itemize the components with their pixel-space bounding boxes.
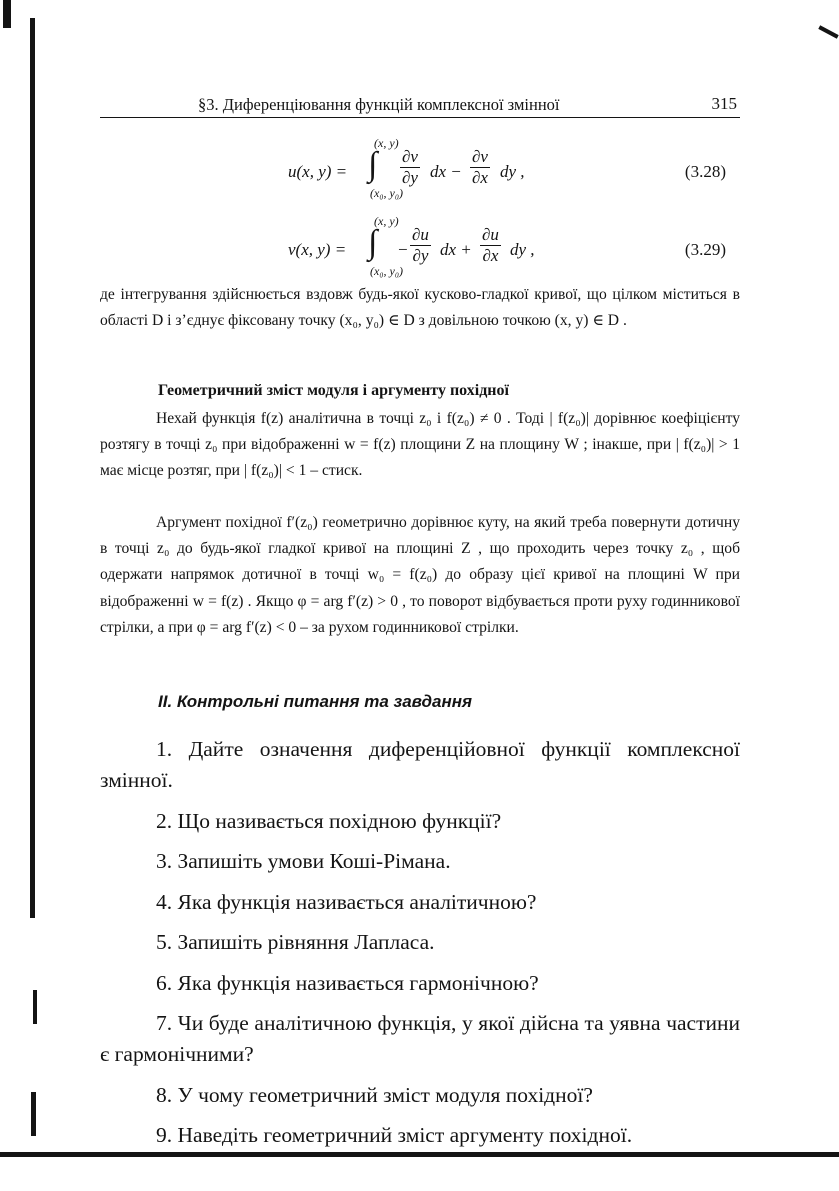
list-item: 6. Яка функція називається гармонічною?	[156, 970, 539, 995]
scan-left-edge	[30, 18, 35, 918]
paragraph-integration: де інтегрування здійснюється вздовж будь-якої кусково-гладкої кривої, що цілком міститься в області D і з’єднує фіксовану точку (x₀, y₀) ∈ D з довільною точкою (x, y) ∈ D .	[100, 286, 740, 330]
eq2-mid: dx +	[440, 240, 472, 259]
questions-heading: II. Контрольні питання та завдання	[158, 692, 473, 711]
eq1-mid: dx −	[430, 162, 462, 181]
list-item: 4. Яка функція називається аналітичною?	[156, 889, 537, 914]
eq2-upper-limit: (x, y)	[374, 214, 399, 228]
list-item: 9. Наведіть геометричний зміст аргументу похідної.	[156, 1123, 633, 1147]
eq1-upper-limit: (x, y)	[374, 136, 399, 150]
paragraph-argument: Аргумент похідної f′(z₀) геометрично дорівнює куту, на який треба повернути дотичну в точці z₀ до будь-якої гладкої кривої на площині Z , що проходить через точку z₀ , щоб одержати напрямок дотичної в точці w₀ = f(z₀) до образу цієї кривої на площині W при відображенні w = f(z) . Якщо φ = arg f′(z) > 0 , то поворот відбувається проти руху годинникової стрілки, а при φ = arg f′(z) < 0 – за рухом годинникової стрілки.	[100, 514, 740, 636]
eq2-fraction-1: $\frac{\partial u}{\partial y}$	[412, 225, 429, 265]
eq1-fraction-2: $\frac{\partial v}{\partial x}$	[472, 147, 488, 187]
equation-3-28	[100, 136, 740, 210]
list-item: 1. Дайте означення диференційовної функції комплексної змінної.	[100, 737, 740, 792]
scan-left-mark-1	[33, 990, 37, 1024]
page-number: 315	[711, 94, 737, 113]
eq2-end: dy ,	[510, 240, 535, 259]
list-item: 7. Чи буде аналітичною функція, у якої дійсна та уявна частини є гармонічними?	[100, 1011, 740, 1066]
running-header	[100, 91, 740, 118]
section-title: Геометричний зміст модуля і аргументу похідної	[158, 382, 509, 399]
list-item: 5. Запишіть рівняння Лапласа.	[156, 930, 435, 954]
questions-list	[100, 734, 740, 1161]
list-item: 8. У чому геометричний зміст модуля похідної?	[156, 1082, 593, 1107]
paragraph-modulus: Нехай функція f(z) аналітична в точці z₀ і f(z₀) ≠ 0 . Тоді | f(z₀)| дорівнює коефіцієнту розтягу в точці z₀ при відображенні w = f(z) площини Z на площину W ; інакше, при | f(z₀)| > 1 має місце розтяг, при | f(z₀)| < 1 – стиск.	[100, 410, 740, 480]
header-title: §3. Диференціювання функцій комплексної змінної	[198, 95, 560, 114]
eq1-integral-sign: ∫	[368, 146, 378, 183]
eq2-lower-limit: (x₀, y₀)	[370, 264, 403, 278]
scan-left-edge-top	[3, 0, 11, 28]
eq1-end: dy ,	[500, 162, 525, 181]
scan-bottom-rule	[0, 1152, 839, 1157]
eq1-tag: (3.28)	[684, 162, 726, 181]
list-item: 3. Запишіть умови Коші-Рімана.	[156, 849, 451, 873]
scan-left-mark-2	[31, 1092, 36, 1136]
eq2-integral-sign: ∫	[368, 224, 378, 261]
scan-corner-mark	[818, 25, 838, 38]
equation-3-29	[100, 214, 740, 288]
eq2-minus: −	[398, 240, 408, 259]
eq1-fraction-1: $\frac{\partial v}{\partial y}$	[402, 147, 418, 187]
eq2-fraction-2: $\frac{\partial u}{\partial x}$	[482, 225, 499, 265]
list-item: 2. Що називається похідною функції?	[156, 808, 502, 833]
eq2-tag: (3.29)	[684, 240, 726, 259]
eq1-lower-limit: (x₀, y₀)	[370, 186, 403, 200]
eq1-lhs: u(x, y) =	[288, 162, 348, 181]
eq2-lhs: v(x, y) =	[288, 240, 347, 259]
